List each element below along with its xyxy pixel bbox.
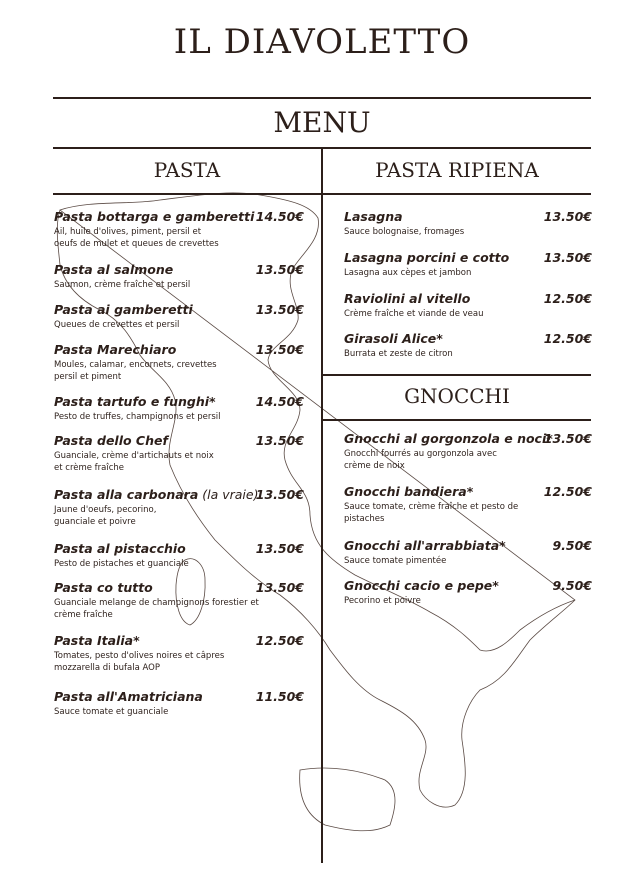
menu-item: [344, 330, 592, 370]
menu-item: [54, 341, 304, 393]
menu-item: [54, 208, 304, 261]
divider-ripiena: [323, 193, 591, 195]
item-desc: Pesto de pistaches et guanciale: [54, 559, 189, 569]
item-desc: Pesto de truffes, champignons et persil: [54, 412, 221, 422]
menu-item: [54, 432, 304, 486]
item-name: Pasta dello Chef: [54, 433, 168, 448]
item-price: 9.50€: [552, 538, 592, 553]
menu-item: [54, 540, 304, 579]
item-name: Gnocchi bandiera*: [344, 484, 474, 499]
divider-pasta: [53, 193, 321, 195]
item-desc: Sauce tomate, crème fraîche et pesto de pistaches: [344, 502, 519, 524]
item-name: Pasta all'Amatriciana: [54, 689, 203, 704]
divider-gnocchi-bottom: [323, 419, 591, 421]
item-desc: Crème fraîche et viande de veau: [344, 309, 484, 319]
divider-top: [53, 97, 591, 99]
item-desc: Queues de crevettes et persil: [54, 320, 180, 330]
item-name: Raviolini al vitello: [344, 291, 471, 306]
item-price: 11.50€: [255, 689, 304, 704]
item-name: Pasta co tutto: [54, 580, 153, 595]
item-desc: Sauce bolognaise, fromages: [344, 227, 465, 237]
menu-item: [54, 688, 304, 728]
item-price: 13.50€: [543, 209, 592, 224]
item-price: 13.50€: [255, 541, 304, 556]
section-title-ripiena: PASTA RIPIENA: [375, 158, 539, 182]
section-title-gnocchi: GNOCCHI: [404, 384, 510, 408]
menu-item: [344, 208, 592, 249]
item-name: Pasta alla carbonara (la vraie): [54, 487, 259, 502]
item-name: Pasta tartufo e funghi*: [54, 394, 216, 409]
item-desc: Tomates, pesto d'olives noires et câpres mozzarella di bufala AOP: [54, 651, 225, 673]
item-name: Lasagna porcini e cotto: [344, 250, 510, 265]
gnocchi-list: [344, 430, 592, 617]
item-price: 14.50€: [255, 209, 304, 224]
menu-item: [54, 632, 304, 688]
item-price: 13.50€: [543, 431, 592, 446]
item-desc: Lasagna aux cèpes et jambon: [344, 268, 472, 278]
item-desc: Ail, huile d'olives, piment, persil et oeufs de mulet et queues de crevettes: [54, 227, 219, 249]
item-desc: Guanciale melange de champignons forestier et crème fraîche: [54, 598, 259, 620]
item-price: 13.50€: [255, 580, 304, 595]
menu-item: [54, 486, 304, 540]
item-price: 13.50€: [255, 302, 304, 317]
item-note: (la vraie): [198, 487, 259, 502]
item-name: Pasta Marechiaro: [54, 342, 177, 357]
item-price: 13.50€: [255, 262, 304, 277]
divider-gnocchi-top: [323, 374, 591, 376]
menu-item: [54, 579, 304, 632]
item-name: Pasta bottarga e gamberetti: [54, 209, 255, 224]
item-name: Pasta al salmone: [54, 262, 174, 277]
item-price: 13.50€: [255, 487, 304, 502]
menu-item: [344, 249, 592, 290]
item-desc: Sauce tomate et guanciale: [54, 707, 169, 717]
menu-item: [54, 261, 304, 301]
item-name: Girasoli Alice*: [344, 331, 443, 346]
item-desc: Gnocchi fourrés au gorgonzola avec crème de noix: [344, 449, 497, 471]
item-price: 14.50€: [255, 394, 304, 409]
item-desc: Saumon, crème fraîche et persil: [54, 280, 191, 290]
menu-item: [344, 290, 592, 330]
item-desc: Jaune d'oeufs, pecorino, guanciale et poivre: [54, 505, 157, 527]
menu-item: [344, 430, 592, 483]
menu-item: [344, 577, 592, 617]
item-name: Gnocchi all'arrabbiata*: [344, 538, 506, 553]
column-divider: [321, 148, 323, 863]
item-price: 9.50€: [552, 578, 592, 593]
item-name: Gnocchi al gorgonzola e noci*: [344, 431, 553, 446]
item-desc: Moules, calamar, encornets, crevettes persil et piment: [54, 360, 217, 382]
item-price: 13.50€: [543, 250, 592, 265]
restaurant-name: IL DIAVOLETTO: [173, 22, 471, 62]
ripiena-list: [344, 208, 592, 370]
item-price: 12.50€: [543, 331, 592, 346]
menu-item: [344, 483, 592, 537]
item-price: 13.50€: [255, 433, 304, 448]
pasta-list: [54, 208, 304, 728]
item-desc: Sauce tomate pimentée: [344, 556, 447, 566]
item-price: 13.50€: [255, 342, 304, 357]
item-desc: Burrata et zeste de citron: [344, 349, 453, 359]
item-name: Pasta ai gamberetti: [54, 302, 193, 317]
item-price: 12.50€: [543, 484, 592, 499]
item-name: Pasta al pistacchio: [54, 541, 186, 556]
item-desc: Guanciale, crème d'artichauts et noix et crème fraîche: [54, 451, 214, 473]
menu-item: [54, 393, 304, 432]
menu-item: [344, 537, 592, 577]
item-desc: Pecorino et poivre: [344, 596, 421, 606]
item-price: 12.50€: [543, 291, 592, 306]
item-name: Lasagna: [344, 209, 403, 224]
section-title-pasta: PASTA: [153, 158, 221, 182]
item-price: 12.50€: [255, 633, 304, 648]
menu-item: [54, 301, 304, 341]
item-name: Pasta Italia*: [54, 633, 140, 648]
item-name: Gnocchi cacio e pepe*: [344, 578, 499, 593]
menu-title: MENU: [273, 106, 371, 139]
